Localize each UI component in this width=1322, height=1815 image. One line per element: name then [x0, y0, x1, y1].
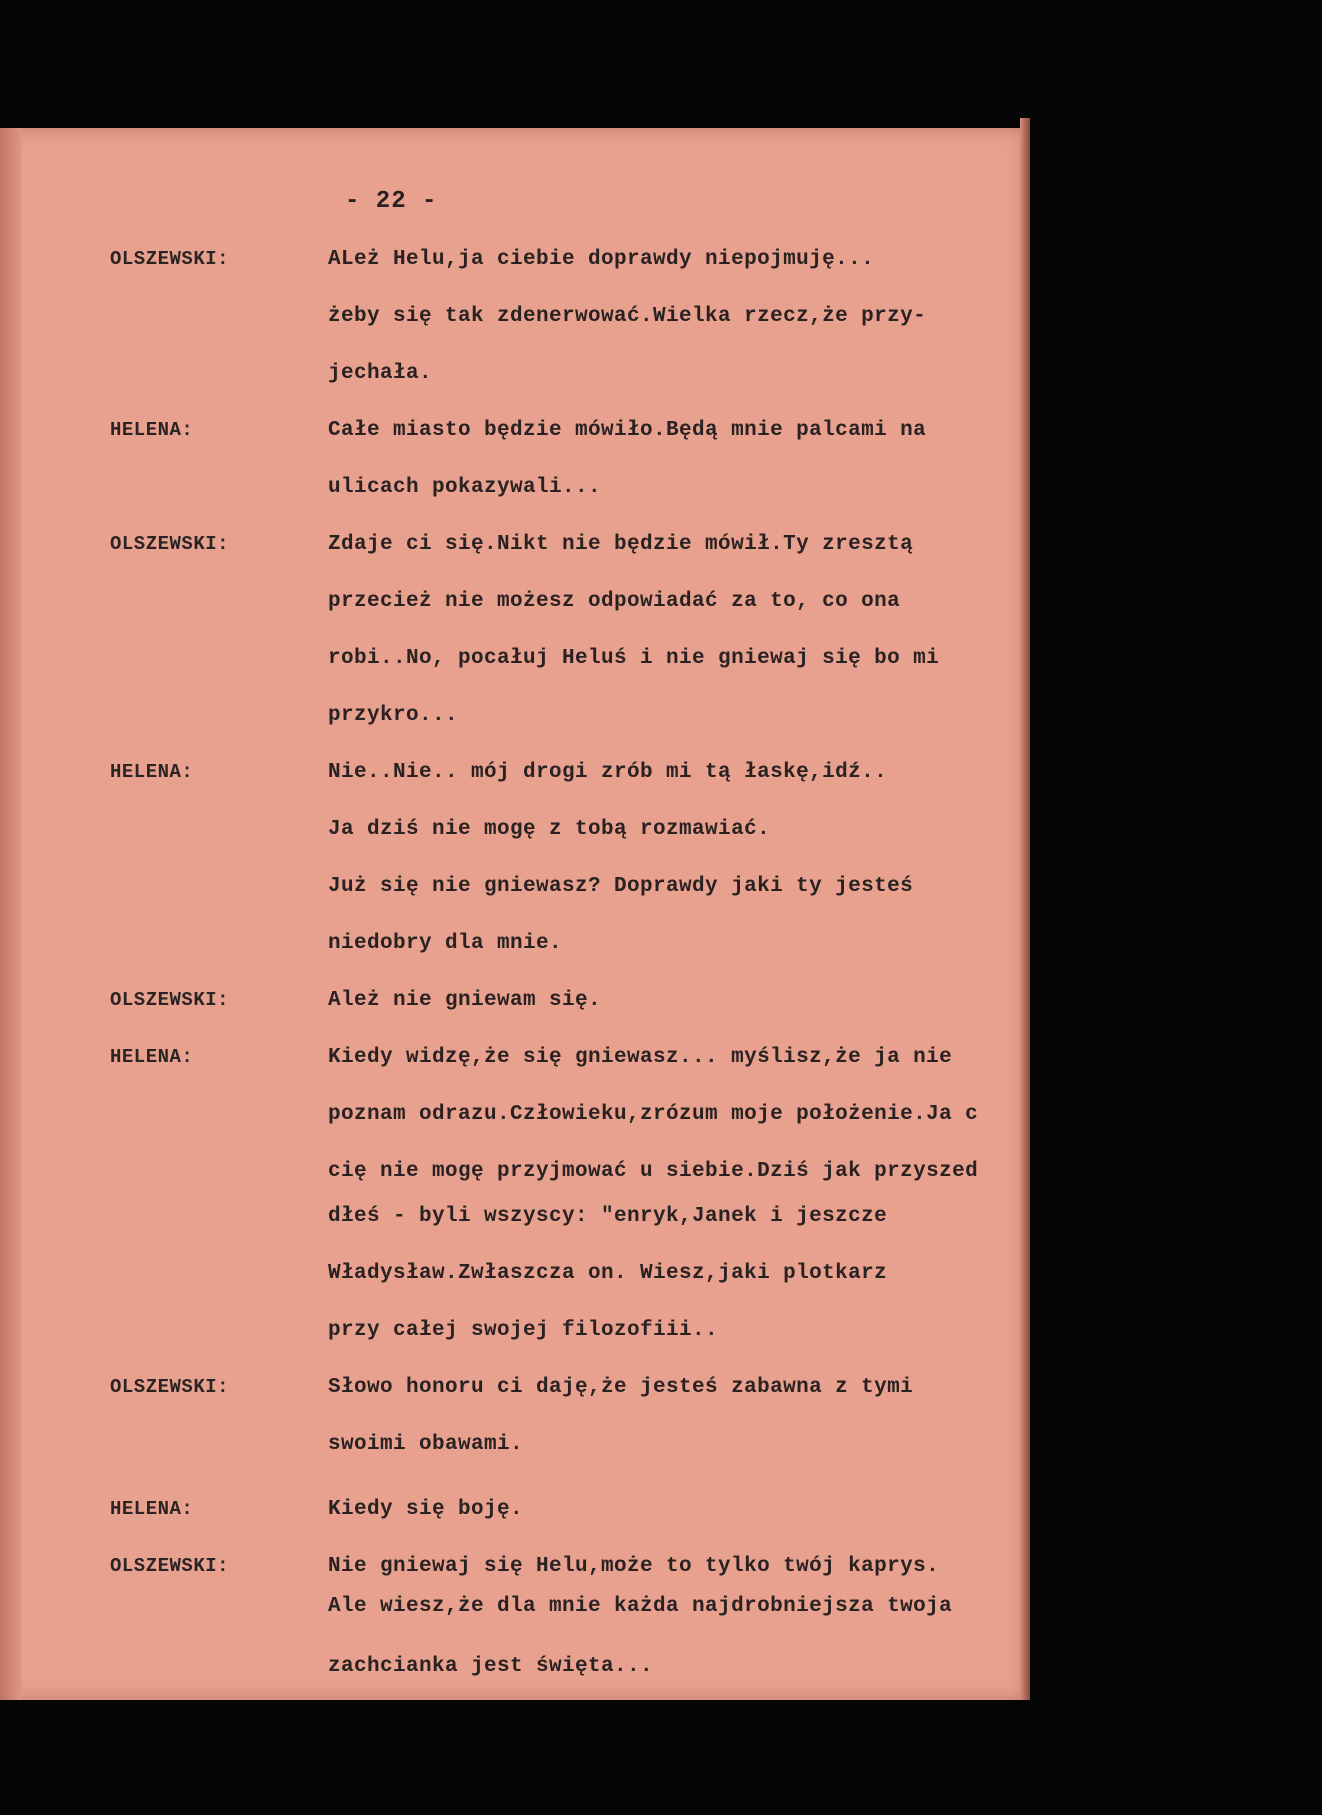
dialogue-text: robi..No, pocałuj Heluś i nie gniewaj się bo mi — [328, 647, 940, 670]
speaker-name: OLSZEWSKI: — [110, 1376, 230, 1398]
dialogue-text: dłeś - byli wszyscy: "enryk,Janek i jeszcze — [328, 1205, 888, 1228]
dialogue-line — [0, 590, 1010, 630]
dialogue-line — [0, 761, 1010, 801]
dialogue-line — [0, 305, 1010, 345]
speaker-name: HELENA: — [110, 1046, 194, 1068]
dialogue-text: Słowo honoru ci daję,że jesteś zabawna z tymi — [328, 1376, 914, 1399]
dialogue-line — [0, 533, 1010, 573]
dialogue-text: Całe miasto będzie mówiło.Będą mnie palcami na — [328, 419, 927, 442]
speaker-name: HELENA: — [110, 1498, 194, 1520]
dialogue-line — [0, 419, 1010, 459]
dialogue-text: przecież nie możesz odpowiadać za to, co ona — [328, 590, 901, 613]
dialogue-text: Zdaje ci się.Nikt nie będzie mówił.Ty zresztą — [328, 533, 914, 556]
dialogue-line — [0, 1595, 1010, 1635]
dialogue-text: żeby się tak zdenerwować.Wielka rzecz,że przy- — [328, 305, 927, 328]
dialogue-line — [0, 1555, 1010, 1595]
dialogue-line — [0, 1103, 1010, 1143]
dialogue-text: Ja dziś nie mogę z tobą rozmawiać. — [328, 818, 771, 841]
dialogue-line — [0, 248, 1010, 288]
dialogue-text: ALeż Helu,ja ciebie doprawdy niepojmuję... — [328, 248, 875, 271]
dialogue-line — [0, 704, 1010, 744]
dialogue-text: cię nie mogę przyjmować u siebie.Dziś jak przyszed — [328, 1160, 979, 1183]
dialogue-line — [0, 1498, 1010, 1538]
speaker-name: OLSZEWSKI: — [110, 989, 230, 1011]
dialogue-line — [0, 1160, 1010, 1200]
speaker-name: OLSZEWSKI: — [110, 248, 230, 270]
dialogue-line — [0, 1376, 1010, 1416]
dialogue-text: Kiedy się boję. — [328, 1498, 524, 1521]
dialogue-text: ulicach pokazywali... — [328, 476, 602, 499]
dialogue-line — [0, 362, 1010, 402]
dialogue-text: jechała. — [328, 362, 433, 385]
dialogue-text: Władysław.Zwłaszcza on. Wiesz,jaki plotkarz — [328, 1262, 888, 1285]
page-right-edge — [1020, 118, 1030, 1700]
dialogue-line — [0, 1046, 1010, 1086]
dialogue-text: Nie gniewaj się Helu,może to tylko twój kaprys. — [328, 1555, 940, 1578]
dialogue-line — [0, 1205, 1010, 1245]
dialogue-line — [0, 1433, 1010, 1473]
dialogue-text: zachcianka jest święta... — [328, 1655, 654, 1678]
dialogue-text: poznam odrazu.Człowieku,zrózum moje położenie.Ja c — [328, 1103, 979, 1126]
page-number: - 22 - — [345, 188, 438, 215]
dialogue-text: Ale wiesz,że dla mnie każda najdrobniejsza twoja — [328, 1595, 953, 1618]
dialogue-text: niedobry dla mnie. — [328, 932, 563, 955]
dialogue-line — [0, 875, 1010, 915]
dialogue-text: przy całej swojej filozofiii.. — [328, 1319, 719, 1342]
speaker-name: OLSZEWSKI: — [110, 1555, 230, 1577]
dialogue-text: Nie..Nie.. mój drogi zrób mi tą łaskę,idź.. — [328, 761, 888, 784]
dialogue-text: Ależ nie gniewam się. — [328, 989, 602, 1012]
dialogue-text: Kiedy widzę,że się gniewasz... myślisz,że ja nie — [328, 1046, 953, 1069]
dialogue-text: Już się nie gniewasz? Doprawdy jaki ty jesteś — [328, 875, 914, 898]
dialogue-line — [0, 1319, 1010, 1359]
dialogue-line — [0, 818, 1010, 858]
speaker-name: HELENA: — [110, 419, 194, 441]
dialogue-line — [0, 647, 1010, 687]
dialogue-line — [0, 989, 1010, 1029]
dialogue-line — [0, 932, 1010, 972]
dialogue-line — [0, 1262, 1010, 1302]
dialogue-text: przykro... — [328, 704, 459, 727]
speaker-name: OLSZEWSKI: — [110, 533, 230, 555]
dialogue-text: swoimi obawami. — [328, 1433, 524, 1456]
dialogue-line — [0, 476, 1010, 516]
dialogue-line — [0, 1655, 1010, 1695]
speaker-name: HELENA: — [110, 761, 194, 783]
